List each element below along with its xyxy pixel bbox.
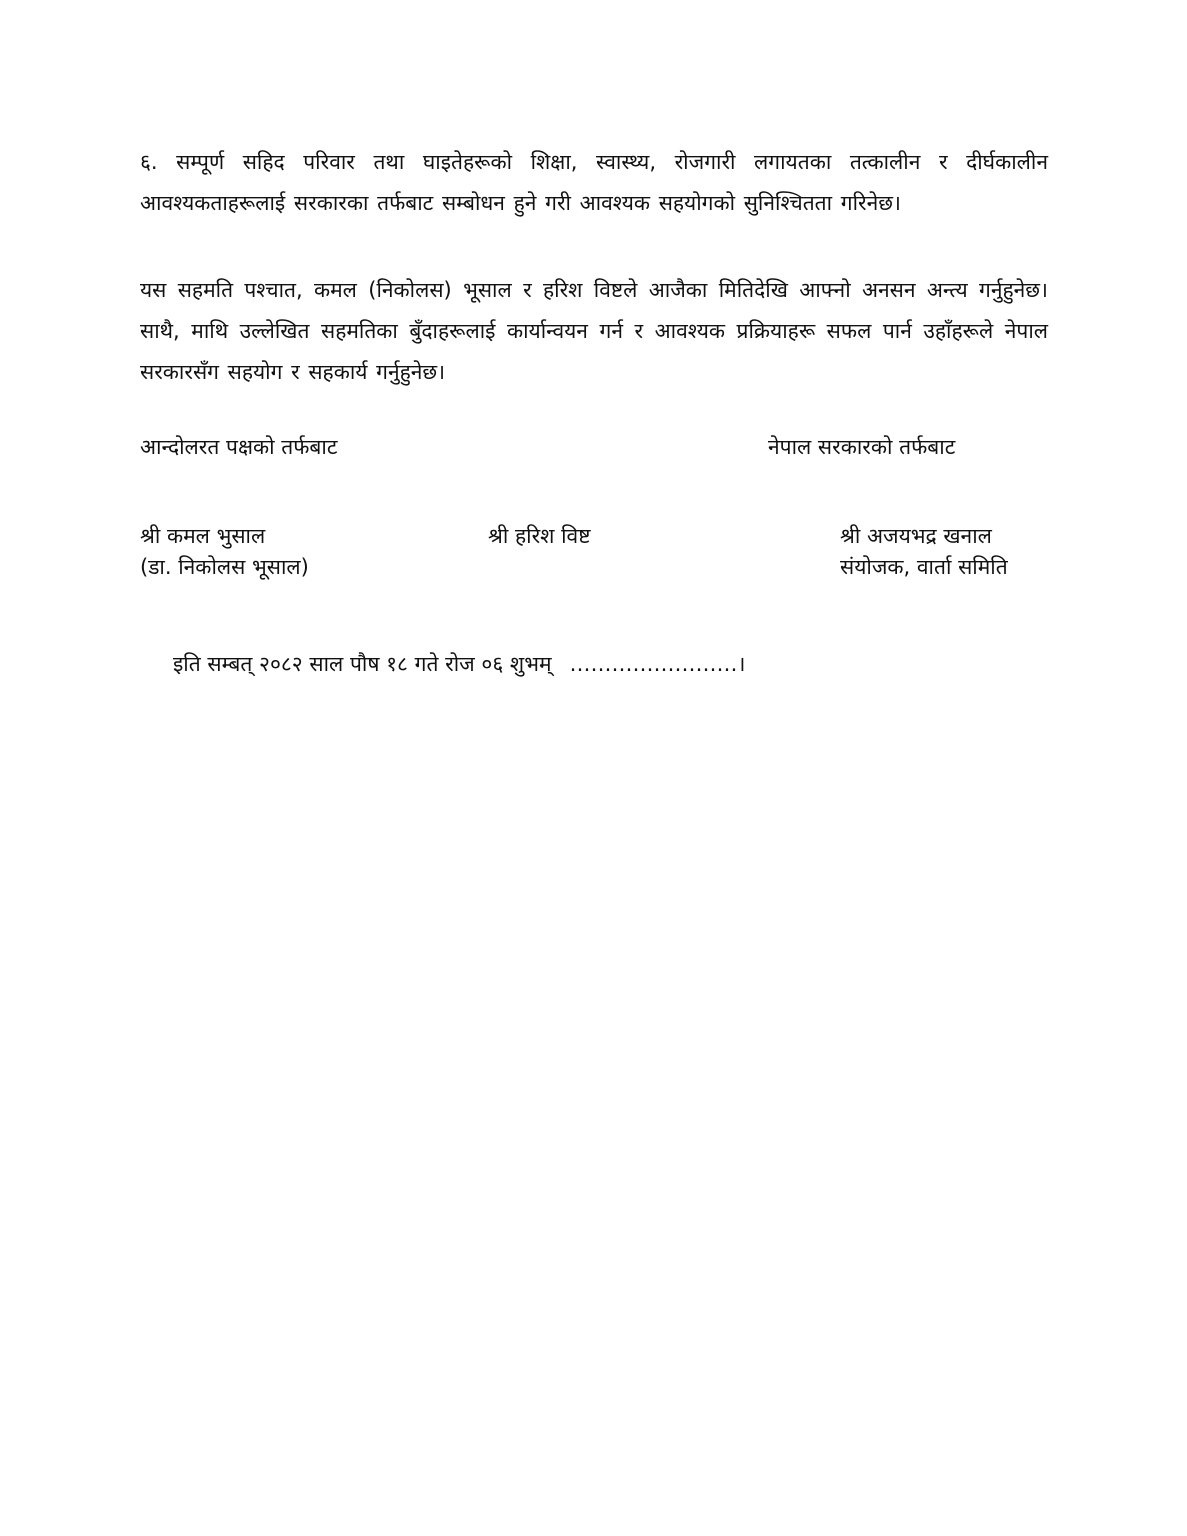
signatory-harish-bista xyxy=(488,521,591,552)
agreement-paragraph: यस सहमति पश्चात, कमल (निकोलस) भूसाल र हरिश विष्टले आजैका मितिदेखि आफ्नो अनसन अन्त्य गर्नुहुनेछ। साथै, माथि उल्लेखित सहमतिका बुँदाहरूलाई कार्यान्वयन गर्न र आवश्यक प्रक्रियाहरू सफल पार्न उहाँहरूले नेपाल सरकारसँग सहयोग र सहकार्य गर्नुहुनेछ। xyxy=(140,278,1048,384)
signatory-ajaybhadra-khanal xyxy=(840,521,1008,583)
signatory-name: श्री अजयभद्र खनाल xyxy=(840,524,992,548)
closing-date-line xyxy=(173,648,746,680)
signatory-name: श्री कमल भुसाल xyxy=(140,524,266,548)
government-side-label: नेपाल सरकारको तर्फबाट xyxy=(768,435,956,459)
signatory-detail: संयोजक, वार्ता समिति xyxy=(840,555,1008,579)
closing-blank: ……………………। xyxy=(569,652,746,676)
protesting-side-label: आन्दोलरत पक्षको तर्फबाट xyxy=(140,435,338,459)
closing-text: इति सम्बत् २०८२ साल पौष १८ गते रोज ०६ शुभम् xyxy=(173,652,552,676)
clause-6-paragraph: ६. सम्पूर्ण सहिद परिवार तथा घाइतेहरूको शिक्षा, स्वास्थ्य, रोजगारी लगायतका तत्कालीन र दीर्घकालीन आवश्यकताहरूलाई सरकारका तर्फबाट सम्बोधन हुने गरी आवश्यक सहयोगको सुनिश्चितता गरिनेछ। xyxy=(140,150,1048,215)
signatory-kamal-bhusal xyxy=(140,521,309,583)
signatory-name: श्री हरिश विष्ट xyxy=(488,524,591,548)
signatory-detail: (डा. निकोलस भूसाल) xyxy=(140,555,309,579)
